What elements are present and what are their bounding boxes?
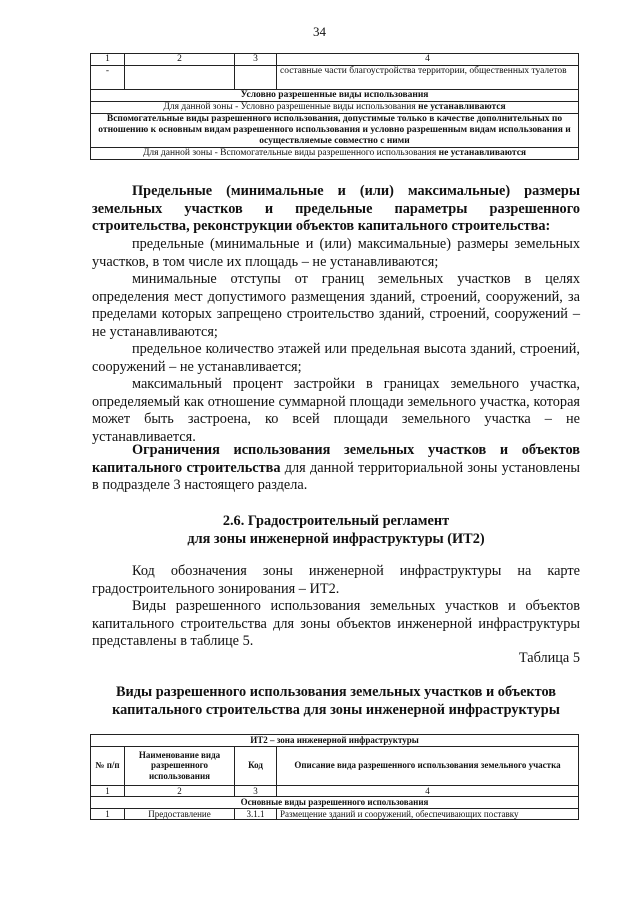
table-header — [91, 746, 579, 785]
table-cell — [125, 66, 235, 90]
table-cell: 2 — [125, 785, 235, 797]
continued-table — [90, 53, 579, 160]
table-cell: 4 — [277, 785, 579, 797]
column-header: Описание вида разрешенного использования земельного участка — [277, 746, 579, 785]
limits-paragraph: предельные (минимальные и (или) максимальные) размеры земельных участков, в том числе их площадь – не устанавливаются; — [92, 236, 580, 270]
table-cell: Предоставление — [125, 808, 235, 820]
table-row — [91, 735, 579, 747]
table-label: Таблица 5 — [518, 650, 580, 666]
table-row — [91, 114, 579, 148]
auxiliary-uses-note: Для данной зоны - Вспомогательные виды разрешенного использования не устанавливаются — [91, 148, 579, 160]
table-cell: 2 — [125, 54, 235, 66]
table-cell — [235, 66, 277, 90]
table-cell: 3.1.1 — [235, 808, 277, 820]
section-paragraph: Виды разрешенного использования земельных участков и объектов капитального строительства для зоны объектов инженерной инфраструктуры представлены в таблице 5. — [92, 598, 580, 650]
table-cell: 1 — [91, 808, 125, 820]
table-header-numbers — [91, 54, 579, 66]
table-5 — [90, 734, 579, 820]
section-title: 2.6. Градостроительный регламент для зоны инженерной инфраструктуры (ИТ2) — [187, 513, 485, 547]
table-row — [91, 66, 579, 90]
table-cell: 4 — [277, 54, 579, 66]
restrictions-paragraph: Ограничения использования земельных участков и объектов капитального строительства для данной территориальной зоны установлены в подразделе 3 настоящего раздела. — [92, 442, 580, 494]
auxiliary-uses-heading: Вспомогательные виды разрешенного использования, допустимые только в качестве дополнительных по отношению к основным видам разрешенного использования и условно разрешенным видам использования и осуществляемые совместно с ними — [91, 114, 579, 148]
column-header: № п/п — [91, 746, 125, 785]
table-cell: 1 — [91, 54, 125, 66]
table-cell: Размещение зданий и сооружений, обеспечивающих поставку — [277, 808, 579, 820]
main-uses-heading: Основные виды разрешенного использования — [91, 797, 579, 809]
conditional-uses-heading: Условно разрешенные виды использования — [91, 90, 579, 102]
table-cell: 3 — [235, 54, 277, 66]
table-row — [91, 797, 579, 809]
table-title: Виды разрешенного использования земельных участков и объектов капитального строительства для зоны инженерной инфраструктуры — [112, 684, 560, 718]
limits-heading: Предельные (минимальные и (или) максимальные) размеры земельных участков и предельные параметры разрешенного строительства, реконструкции объектов капитального строительства: — [92, 183, 580, 235]
page-number: 34 — [313, 24, 326, 39]
limits-paragraph: максимальный процент застройки в границах земельного участка, определяемый как отношение суммарной площади земельного участка, которая может быть застроена, ко всей площади земельного участка – не устанавливается. — [92, 376, 580, 445]
table-row — [91, 148, 579, 160]
column-header: Код — [235, 746, 277, 785]
section-paragraph: Код обозначения зоны инженерной инфраструктуры на карте градостроительного зонирования – ИТ2. — [92, 563, 580, 597]
limits-paragraph: минимальные отступы от границ земельных участков в целях определения мест допустимого размещения зданий, строений, сооружений, за пределами которых запрещено строительство зданий, строений, сооружений – не устанавливаются; — [92, 271, 580, 340]
table-cell: 3 — [235, 785, 277, 797]
column-header: Наименование вида разрешенного использования — [125, 746, 235, 785]
table-row — [91, 90, 579, 102]
conditional-uses-note: Для данной зоны - Условно разрешенные виды использования не устанавливаются — [91, 102, 579, 114]
table-cell: составные части благоустройства территории, общественных туалетов — [277, 66, 579, 90]
table-row — [91, 808, 579, 820]
table-row — [91, 102, 579, 114]
table-header-numbers — [91, 785, 579, 797]
limits-paragraph: предельное количество этажей или предельная высота зданий, строений, сооружений – не устанавливается; — [92, 341, 580, 375]
table-cell: - — [91, 66, 125, 90]
zone-header: ИТ2 – зона инженерной инфраструктуры — [91, 735, 579, 747]
table-cell: 1 — [91, 785, 125, 797]
